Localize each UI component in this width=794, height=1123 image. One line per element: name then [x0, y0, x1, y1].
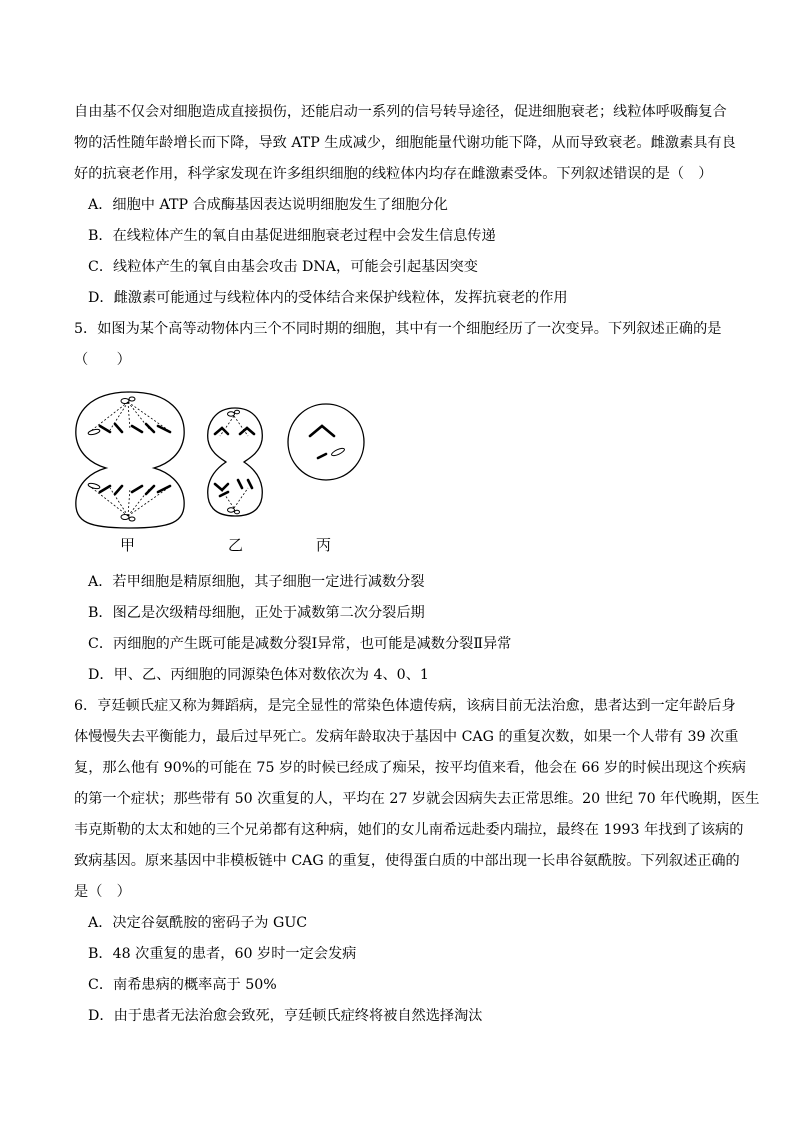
cell-bing-white-chromosome — [331, 447, 346, 457]
q5-option-c: C．丙细胞的产生既可能是减数分裂Ⅰ异常，也可能是减数分裂Ⅱ异常 — [88, 636, 512, 652]
cell-yi-chromosomes — [215, 428, 254, 496]
q5-stem-line-2: （ ） — [74, 352, 131, 368]
cell-bing-membrane — [288, 404, 364, 480]
cell-jia-centrioles — [121, 397, 135, 521]
cell-yi-centrioles — [228, 410, 240, 514]
q6-option-a: A．决定谷氨酰胺的密码子为 GUC — [88, 915, 308, 931]
q6-stem-line-5: 韦克斯勒的太太和她的三个兄弟都有这种病，她们的女儿南希远赴委内瑞拉，最终在 1993 年找到了该病的 — [74, 822, 744, 838]
q6-stem-line-4: 的第一个症状；那些带有 50 次重复的人，平均在 27 岁就会因病失去正常思维。20 世纪 70 年代晚期，医生 — [74, 791, 760, 807]
q6-stem-line-2: 体慢慢失去平衡能力，最后过早死亡。发病年龄取决于基因中 CAG 的重复次数，如果一个人带有 39 次重 — [74, 729, 739, 745]
q5-option-a: A．若甲细胞是精原细胞，其子细胞一定进行减数分裂 — [88, 574, 425, 590]
cell-division-figure — [70, 388, 370, 558]
q4-option-a: A．细胞中 ATP 合成酶基因表达说明细胞发生了细胞分化 — [88, 197, 448, 213]
figure-label-yi: 乙 — [228, 536, 244, 554]
q4-stem-line-1: 自由基不仅会对细胞造成直接损伤，还能启动一系列的信号转导途径，促进细胞衰老；线粒体呼吸酶复合 — [74, 104, 727, 120]
q5-option-d: D．甲、乙、丙细胞的同源染色体对数依次为 4、0、1 — [88, 667, 429, 683]
q6-option-d: D．由于患者无法治愈会致死，亨廷顿氏症终将被自然选择淘汰 — [88, 1008, 483, 1024]
cell-yi-membrane — [208, 408, 263, 516]
figure-label-jia: 甲 — [120, 536, 136, 554]
cell-jia-spindle — [92, 402, 168, 516]
q5-stem-line-1: 5．如图为某个高等动物体内三个不同时期的细胞，其中有一个细胞经历了一次变异。下列叙述正确的是 — [74, 321, 722, 337]
q4-option-c: C．线粒体产生的氧自由基会攻击 DNA，可能会引起基因突变 — [88, 259, 478, 275]
q6-stem-line-6: 致病基因。原来基因中非模板链中 CAG 的重复，使得蛋白质的中部出现一长串谷氨酰胺。下列叙述正确的 — [74, 853, 740, 869]
cell-jia-white-chromosomes — [88, 428, 101, 489]
q4-stem-line-2: 物的活性随年龄增长而下降，导致 ATP 生成减少，细胞能量代谢功能下降，从而导致衰老。雌激素具有良 — [74, 135, 736, 151]
cell-jia-chromosomes — [100, 424, 170, 494]
q6-option-b: B．48 次重复的患者，60 岁时一定会发病 — [88, 946, 357, 962]
q6-stem-line-7: 是（ ） — [74, 884, 131, 900]
cell-diagram-svg — [70, 388, 370, 558]
cell-jia-membrane — [76, 392, 184, 528]
q6-stem-line-3: 复，那么他有 90%的可能在 75 岁的时候已经成了痴呆，按平均值来看，他会在 66 岁的时候出现这个疾病 — [74, 760, 746, 776]
cell-bing-chromosomes — [310, 426, 334, 458]
figure-label-bing: 丙 — [316, 536, 332, 554]
q4-option-d: D．雌激素可能通过与线粒体内的受体结合来保护线粒体，发挥抗衰老的作用 — [88, 290, 568, 306]
q4-option-b: B．在线粒体产生的氧自由基促进细胞衰老过程中会发生信息传递 — [88, 228, 496, 244]
q6-option-c: C．南希患病的概率高于 50% — [88, 977, 277, 993]
q6-stem-line-1: 6．亨廷顿氏症又称为舞蹈病，是完全显性的常染色体遗传病，该病目前无法治愈，患者达到一定年龄后身 — [74, 698, 736, 714]
q4-stem-line-3: 好的抗衰老作用，科学家发现在许多组织细胞的线粒体内均存在雌激素受体。下列叙述错误的是（ ） — [74, 166, 713, 182]
q5-option-b: B．图乙是次级精母细胞，正处于减数第二次分裂后期 — [88, 605, 425, 621]
